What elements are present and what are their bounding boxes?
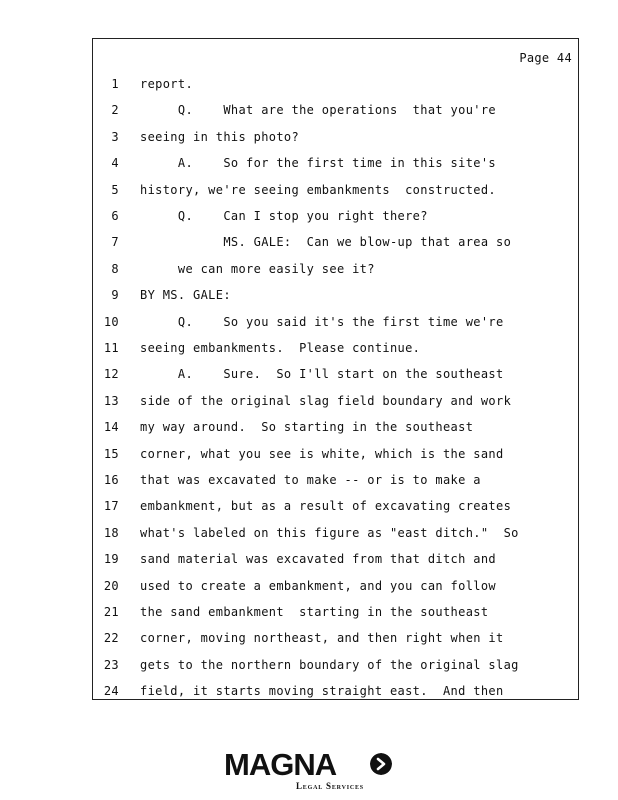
line-number: 13 (103, 393, 119, 408)
transcript-line (93, 235, 578, 253)
transcript-line (93, 77, 578, 95)
transcript-line (93, 156, 578, 174)
transcript-line (93, 684, 578, 702)
line-text: used to create a embankment, and you can follow (140, 578, 497, 593)
line-number: 21 (103, 605, 119, 619)
transcript-line (93, 473, 578, 491)
line-text: A. Sure. So I'll start on the southeast (140, 367, 504, 382)
line-text: that was excavated to make -- or is to make a (140, 473, 481, 487)
transcript-line (93, 341, 578, 359)
transcript-line (93, 394, 578, 412)
line-text: Q. Can I stop you right there? (140, 209, 428, 223)
line-number: 15 (103, 446, 119, 461)
line-text: embankment, but as a result of excavating creates (140, 499, 512, 514)
transcript-line (93, 631, 578, 649)
line-number: 5 (111, 182, 119, 197)
line-number: 18 (103, 525, 119, 540)
line-text: seeing embankments. Please continue. (140, 341, 421, 355)
line-text: what's labeled on this figure as "east ditch." So (140, 525, 519, 540)
transcript-line (93, 658, 578, 676)
transcript-line (93, 579, 578, 597)
transcript-line (93, 552, 578, 570)
line-number: 11 (103, 341, 119, 355)
line-number: 3 (111, 129, 119, 144)
line-text: MS. GALE: Can we blow-up that area so (140, 235, 512, 250)
transcript-line (93, 605, 578, 623)
line-text: we can more easily see it? (140, 261, 375, 276)
transcript-line (93, 288, 578, 306)
logo-wordmark: MAGNA (224, 747, 337, 782)
magna-logo (224, 748, 400, 792)
transcript-line (93, 367, 578, 385)
transcript-line (93, 262, 578, 280)
chevron-right-circle-icon (370, 753, 392, 775)
line-number: 16 (103, 473, 119, 487)
line-text: my way around. So starting in the southeast (140, 420, 474, 435)
line-number: 19 (103, 552, 119, 567)
line-text: seeing in this photo? (140, 129, 300, 144)
transcript-line (93, 130, 578, 148)
line-number: 14 (103, 420, 119, 435)
line-text: corner, moving northeast, and then right when it (140, 631, 504, 646)
transcript-line (93, 315, 578, 333)
line-text: history, we're seeing embankments constructed. (140, 182, 497, 197)
transcript-line (93, 183, 578, 201)
line-text: side of the original slag field boundary and work (140, 393, 512, 408)
line-text: report. (140, 77, 194, 91)
line-number: 7 (111, 235, 119, 250)
transcript-line (93, 447, 578, 465)
line-number: 10 (103, 314, 119, 329)
line-number: 23 (103, 657, 119, 672)
line-number: 2 (111, 103, 119, 118)
line-text: sand material was excavated from that ditch and (140, 552, 497, 567)
transcript-line (93, 526, 578, 544)
line-number: 4 (111, 156, 119, 171)
transcript-line (93, 209, 578, 227)
page-number: Page 44 (519, 51, 572, 65)
transcript-page (92, 38, 579, 700)
line-number: 9 (111, 288, 119, 303)
logo-subtitle: Legal Services (296, 781, 364, 791)
line-number: 24 (103, 684, 119, 699)
line-number: 1 (111, 77, 119, 91)
line-text: the sand embankment starting in the southeast (140, 605, 489, 619)
transcript-line (93, 103, 578, 121)
line-number: 12 (103, 367, 119, 382)
line-text: field, it starts moving straight east. And then (140, 684, 504, 699)
line-text: corner, what you see is white, which is the sand (140, 446, 504, 461)
line-number: 6 (111, 209, 119, 223)
line-number: 20 (103, 578, 119, 593)
line-text: gets to the northern boundary of the original slag (140, 657, 519, 672)
transcript-line (93, 499, 578, 517)
line-number: 22 (103, 631, 119, 646)
line-text: Q. What are the operations that you're (140, 103, 497, 118)
line-number: 17 (103, 499, 119, 514)
line-text: BY MS. GALE: (140, 288, 231, 303)
line-text: Q. So you said it's the first time we're (140, 314, 504, 329)
line-number: 8 (111, 261, 119, 276)
transcript-line (93, 420, 578, 438)
line-text: A. So for the first time in this site's (140, 156, 497, 171)
